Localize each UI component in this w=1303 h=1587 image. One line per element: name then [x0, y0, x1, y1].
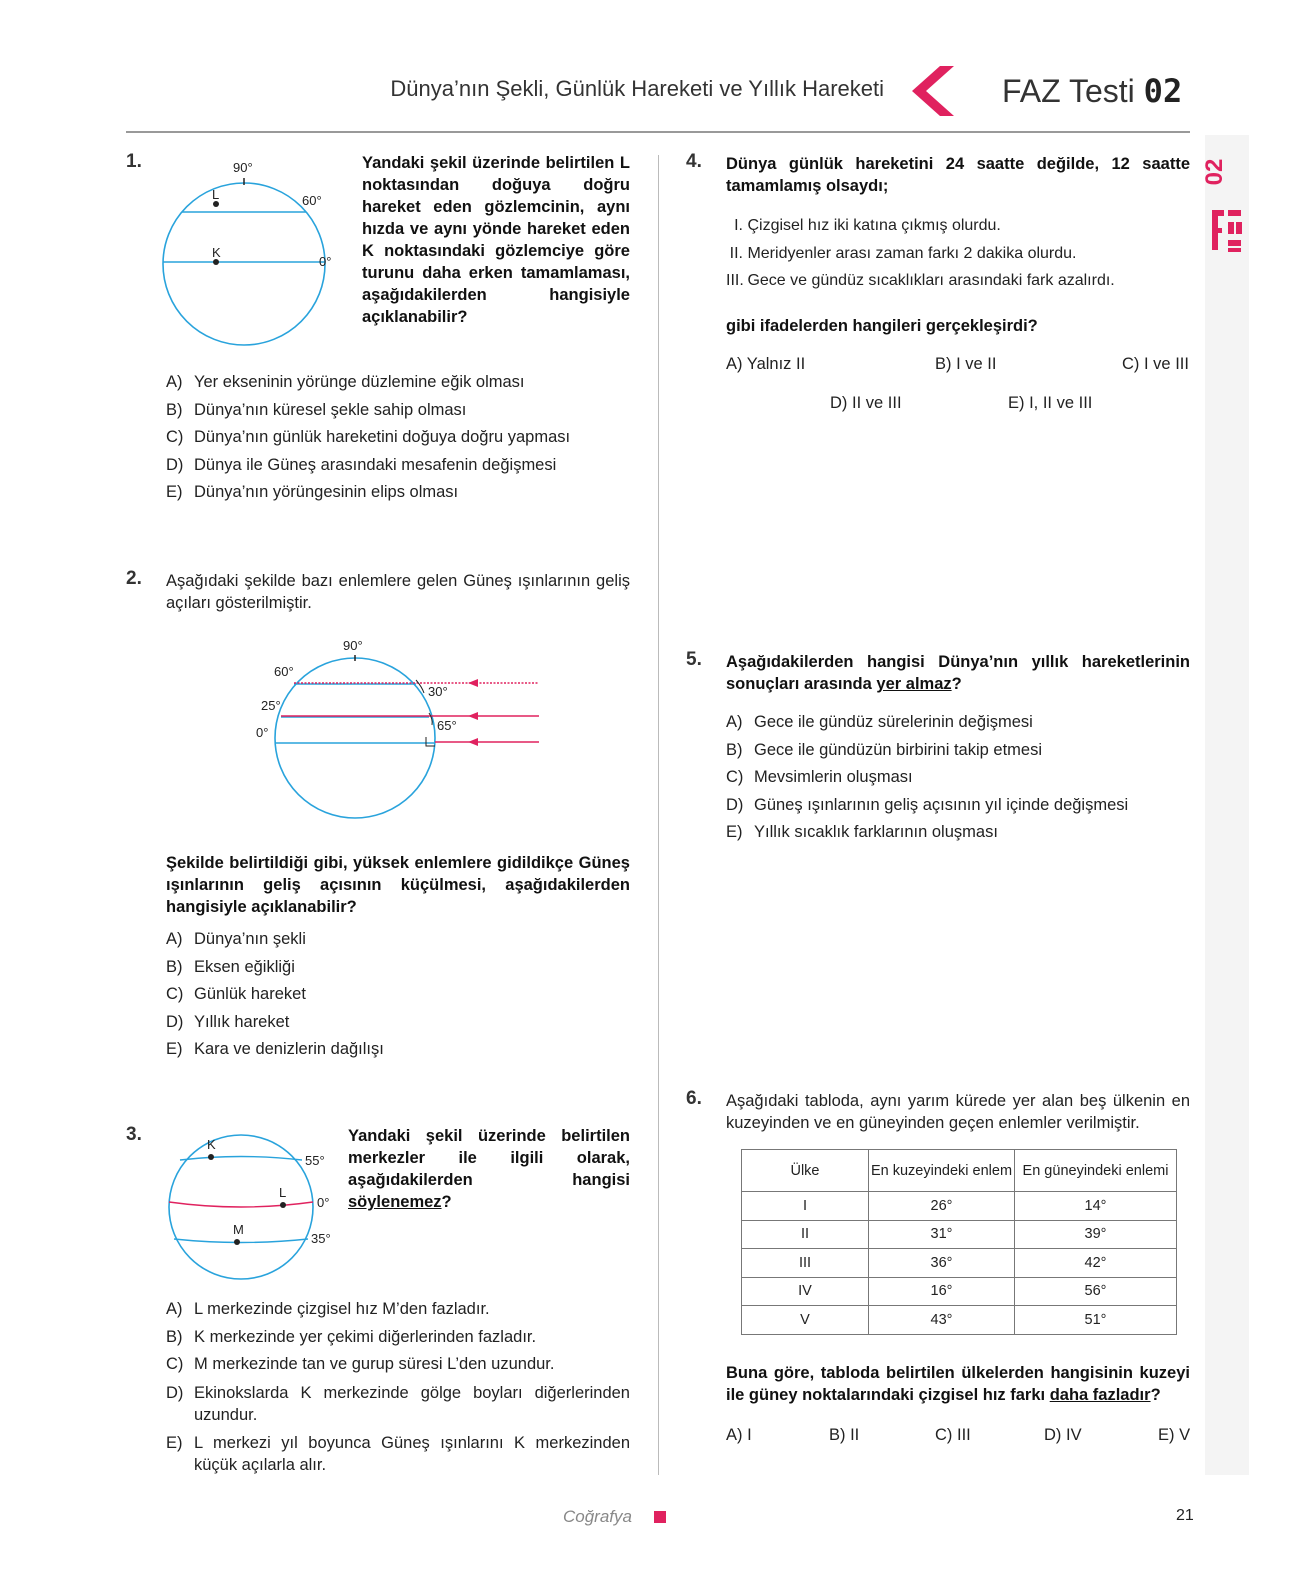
table-header-south: En güneyindeki enlemi [1015, 1150, 1177, 1192]
chevron-left-icon [906, 66, 954, 116]
question-4-number: 4. [686, 151, 702, 172]
question-2-options [166, 926, 384, 1064]
table-header-country: Ülke [742, 1150, 869, 1192]
question-5-number: 5. [686, 649, 702, 670]
q2-sun-rays-figure [250, 635, 550, 825]
q5-option-c[interactable]: C) Mevsimlerin oluşması [726, 768, 913, 786]
question-3-number: 3. [126, 1124, 142, 1145]
q2-option-d[interactable]: D) Yıllık hareket [166, 1012, 290, 1031]
test-title [1002, 72, 1182, 110]
test-number: 02 [1143, 72, 1183, 110]
question-6-number: 6. [686, 1088, 702, 1109]
question-2-intro: Aşağıdaki şekilde bazı enlemlere gelen Güneş ışınlarının geliş açıları gösterilmiştir. [166, 572, 630, 612]
q1-option-e[interactable]: E) Dünya’nın yörüngesinin elips olması [166, 483, 459, 501]
table-row: I 26° 14° [742, 1192, 1177, 1221]
footer-subject: Coğrafya [563, 1507, 632, 1526]
question-1-options [166, 369, 570, 507]
table-header-north: En kuzeyindeki enlem [869, 1150, 1015, 1192]
header-divider [126, 131, 1190, 133]
q2-label-25: 25° [261, 698, 281, 713]
q5-option-a[interactable]: A) Gece ile gündüz sürelerinin değişmesi [726, 713, 1033, 731]
q6-option-c[interactable]: C) III [935, 1426, 971, 1444]
q4-option-d[interactable]: D) II ve III [830, 394, 902, 412]
table-row: V 43° 51° [742, 1306, 1177, 1335]
q3-point-M: M [233, 1222, 244, 1237]
question-6-text: Buna göre, tabloda belirtilen ülkelerden hangisinin kuzeyi ile güney noktalarındaki çizgisel hız farkı daha fazladır? [726, 1364, 1190, 1404]
question-3-text: Yandaki şekil üzerinde belirtilen merkezler ile ilgili olarak, aşağıdakilerden hangisi söylenemez? [348, 1127, 630, 1211]
q2-option-a[interactable]: A) Dünya’nın şekli [166, 930, 306, 948]
q1-option-a[interactable]: A) Yer ekseninin yörünge düzlemine eğik olması [166, 373, 525, 391]
q6-option-d[interactable]: D) IV [1044, 1426, 1082, 1444]
question-1-text: Yandaki şekil üzerinde belirtilen L noktasından doğuya doğru hareket eden gözlemcinin, aynı hızda ve aynı yönde hareket eden K noktasındaki gözlemciye göre turunu daha erken tamamlaması, aşağıdakilerden hangisiyle açıklanabilir? [362, 154, 630, 326]
q4-statement-2: II. Meridyenler arası zaman farkı 2 dakika olurdu. [729, 244, 1077, 262]
q4-statement-3: III. Gece ve gündüz sıcaklıkları arasındaki fark azalırdı. [726, 272, 1115, 289]
q1-option-d[interactable]: D) Dünya ile Güneş arasındaki mesafenin değişmesi [166, 455, 557, 474]
q5-option-e[interactable]: E) Yıllık sıcaklık farklarının oluşması [726, 823, 998, 841]
side-tab [1205, 135, 1249, 1475]
q3-label-55: 55° [305, 1153, 325, 1168]
q2-label-60: 60° [274, 664, 294, 679]
q2-label-90: 90° [343, 638, 363, 653]
q6-option-a[interactable]: A) I [726, 1426, 752, 1444]
q4-option-a[interactable]: A) Yalnız II [726, 355, 806, 373]
question-2-text: Şekilde belirtildiği gibi, yüksek enlemlere gidildikçe Güneş ışınlarının geliş açısının küçülmesi, aşağıdakilerden hangisiyle açıklanabilir? [166, 854, 630, 916]
q2-angle-65: 65° [437, 718, 457, 733]
page-number: 21 [1176, 1507, 1194, 1524]
q5-option-b[interactable]: B) Gece ile gündüzün birbirini takip etmesi [726, 740, 1042, 759]
q2-option-c[interactable]: C) Günlük hareket [166, 985, 306, 1003]
table-header-row [742, 1150, 1177, 1192]
q3-label-35: 35° [311, 1231, 331, 1246]
q1-label-60: 60° [302, 193, 322, 208]
q6-option-e[interactable]: E) V [1158, 1426, 1191, 1444]
test-label: FAZ Testi [1002, 73, 1135, 109]
q2-option-e[interactable]: E) Kara ve denizlerin dağılışı [166, 1040, 384, 1058]
question-1-number: 1. [126, 151, 142, 172]
table-row: II 31° 39° [742, 1220, 1177, 1249]
faz-logo-icon [1210, 208, 1244, 254]
table-row: III 36° 42° [742, 1249, 1177, 1278]
table-row: IV 16° 56° [742, 1277, 1177, 1306]
q4-statement-1: I. Çizgisel hız iki katına çıkmış olurdu. [734, 217, 1001, 234]
side-test-number [1201, 150, 1244, 194]
side-number-text: 02 [1201, 158, 1228, 186]
question-4-text: Dünya günlük hareketini 24 saatte değilde, 12 saatte tamamlamış olsaydı; [726, 155, 1190, 195]
question-5-options [726, 709, 1128, 847]
q5-option-d[interactable]: D) Güneş ışınlarının geliş açısının yıl içinde değişmesi [726, 795, 1129, 814]
q3-label-0: 0° [317, 1195, 330, 1210]
page-header-title: Dünya’nın Şekli, Günlük Hareketi ve Yıllık Hareketi [390, 76, 884, 101]
q4-option-b[interactable]: B) I ve II [935, 355, 997, 373]
q1-label-0: 0° [319, 254, 332, 269]
q1-point-K: K [212, 245, 221, 260]
question-4-statements [726, 212, 1115, 295]
q3-option-b[interactable]: B) K merkezinde yer çekimi diğerlerinden fazladır. [166, 1327, 537, 1346]
footer-square-icon [654, 1511, 666, 1523]
question-5-text: Aşağıdakilerden hangisi Dünya’nın yıllık hareketlerinin sonuçları arasında yer almaz? [726, 653, 1190, 693]
q6-latitude-table [741, 1149, 1177, 1335]
q1-option-c[interactable]: C) Dünya’nın günlük hareketini doğuya doğru yapması [166, 428, 571, 446]
q3-point-L: L [279, 1185, 287, 1200]
q2-option-b[interactable]: B) Eksen eğikliği [166, 957, 295, 976]
question-2-number: 2. [126, 568, 142, 589]
q4-option-c[interactable]: C) I ve III [1122, 355, 1189, 373]
column-divider [658, 155, 659, 1475]
q3-option-c[interactable]: C) M merkezinde tan ve gurup süresi L’den uzundur. [166, 1355, 555, 1373]
q3-option-a[interactable]: A) L merkezinde çizgisel hız M’den fazladır. [166, 1300, 490, 1318]
question-4-question: gibi ifadelerden hangileri gerçekleşirdi? [726, 317, 1038, 335]
q6-option-b[interactable]: B) II [829, 1426, 860, 1444]
q2-label-0: 0° [256, 725, 269, 740]
q3-globe-figure [162, 1135, 342, 1285]
q1-globe-figure [160, 155, 350, 355]
q4-option-e[interactable]: E) I, II ve III [1008, 394, 1093, 412]
q3-point-K: K [207, 1137, 216, 1152]
q3-option-d[interactable]: D) Ekinokslarda K merkezinde gölge boyları diğerlerinden uzundur. [166, 1383, 630, 1424]
q3-option-e[interactable]: E) L merkezi yıl boyunca Güneş ışınlarını K merkezinden küçük açılarla alır. [166, 1433, 630, 1474]
question-6-intro: Aşağıdaki tabloda, aynı yarım kürede yer alan beş ülkenin en kuzeyinden ve en güneyinden geçen enlemler verilmiştir. [726, 1092, 1190, 1132]
question-3-options [166, 1296, 630, 1476]
q2-angle-30: 30° [428, 684, 448, 699]
q1-label-90: 90° [233, 160, 253, 175]
q1-option-b[interactable]: B) Dünya’nın küresel şekle sahip olması [166, 400, 467, 419]
q1-point-L: L [212, 187, 220, 202]
